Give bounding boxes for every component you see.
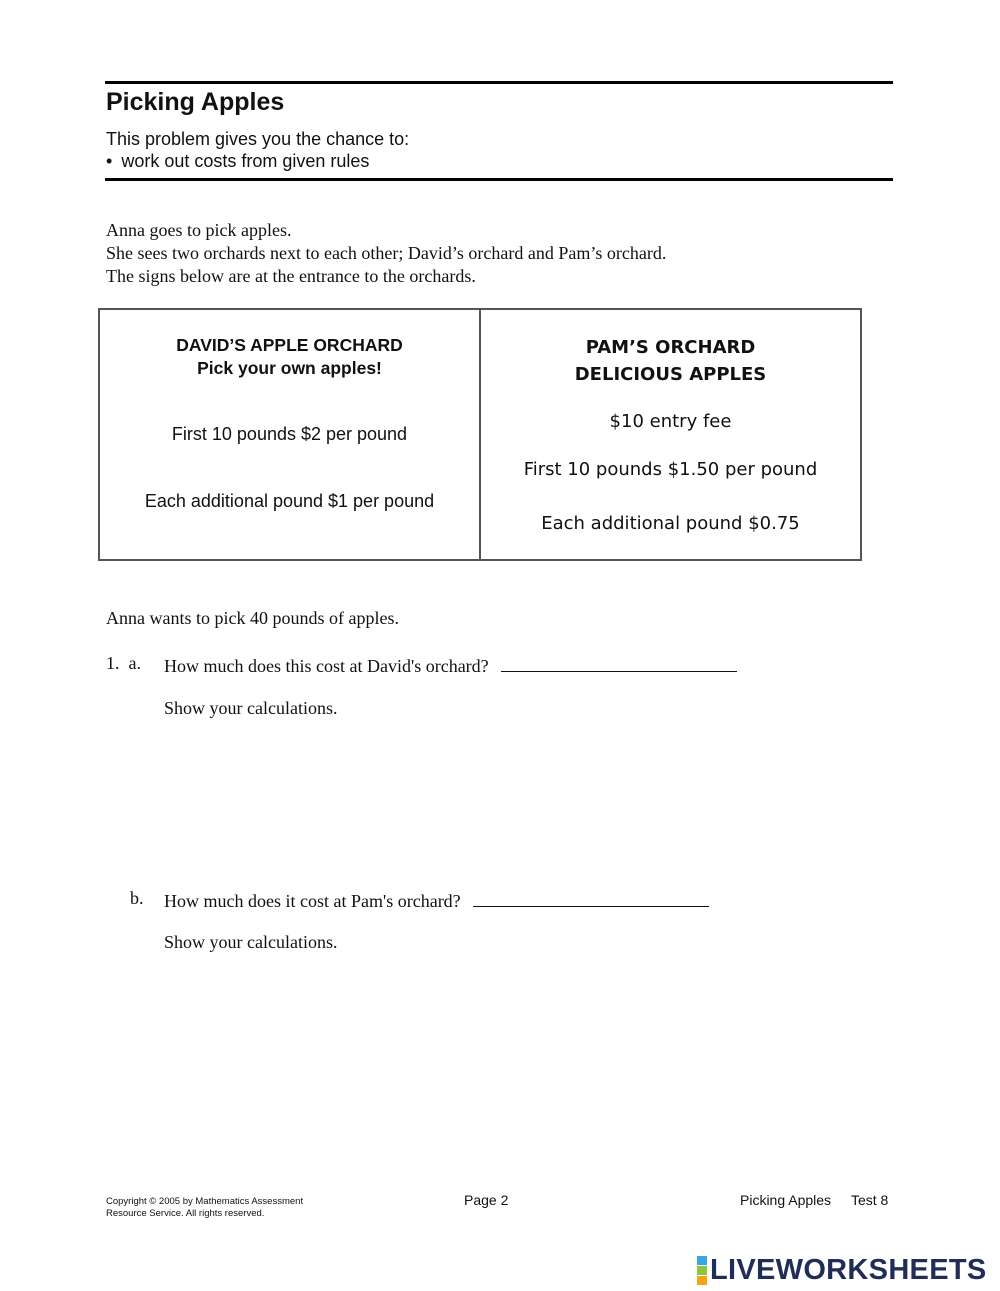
story-line-1: Anna goes to pick apples. [106, 220, 292, 240]
bottom-rule [105, 178, 893, 181]
logo-block-middle [697, 1266, 707, 1275]
intro-line: This problem gives you the chance to: [106, 129, 410, 149]
pam-sign-rule-1: First 10 pounds $1.50 per pound [523, 459, 818, 480]
story-text [106, 219, 666, 288]
question-1a-number: 1. a. [106, 653, 141, 673]
footer-doc-name: Picking Apples [740, 1192, 832, 1208]
pam-sign-rule-2: Each additional pound $0.75 [541, 513, 800, 534]
logo-block-top [697, 1256, 707, 1265]
logo-block-bottom [697, 1276, 707, 1285]
question-1b-number: b. [130, 888, 144, 908]
question-1b [164, 888, 709, 912]
david-sign-rule-2: Each additional pound $1 per pound [144, 491, 435, 511]
copyright-notice [106, 1196, 303, 1220]
question-1a-show-calculations: Show your calculations. [164, 698, 338, 718]
pam-sign [481, 310, 860, 559]
bullet-icon: • [106, 151, 113, 171]
david-sign [100, 310, 481, 559]
pam-sign-subtitle: DELICIOUS APPLES [574, 364, 767, 385]
david-sign-subtitle: Pick your own apples! [197, 358, 382, 378]
story-line-3: The signs below are at the entrance to the orchards. [106, 266, 476, 286]
logo-blocks-icon [697, 1256, 707, 1285]
copyright-line-1: Copyright © 2005 by Mathematics Assessment [106, 1196, 304, 1207]
question-1b-text: How much does it cost at Pam's orchard? [164, 891, 461, 911]
footer-test: Test 8 [850, 1192, 889, 1208]
orchard-signs [98, 308, 862, 561]
answer-1b-blank[interactable] [473, 888, 709, 907]
bullet-text: work out costs from given rules [121, 151, 370, 171]
pam-sign-title: PAM’S ORCHARD [585, 337, 756, 358]
page-title: Picking Apples [106, 88, 285, 116]
logo-text: LIVEWORKSHEETS [710, 1254, 987, 1286]
page-number: Page 2 [464, 1192, 509, 1208]
footer-doc-info [740, 1192, 888, 1208]
intro-bullet-item [106, 150, 409, 172]
top-rule [105, 81, 893, 84]
david-sign-rule-1: First 10 pounds $2 per pound [171, 424, 408, 444]
answer-1a-blank[interactable] [501, 653, 737, 672]
copyright-line-2: Resource Service. All rights reserved. [106, 1208, 265, 1219]
david-sign-title: DAVID’S APPLE ORCHARD [176, 335, 403, 355]
question-lead: Anna wants to pick 40 pounds of apples. [106, 608, 399, 628]
liveworksheets-logo [697, 1254, 987, 1287]
intro-block [106, 128, 409, 172]
question-1a [164, 653, 737, 677]
question-1a-text: How much does this cost at David's orchard? [164, 656, 489, 676]
question-1b-show-calculations: Show your calculations. [164, 932, 338, 952]
pam-sign-fee: $10 entry fee [609, 411, 732, 432]
story-line-2: She sees two orchards next to each other; David’s orchard and Pam’s orchard. [106, 243, 667, 263]
